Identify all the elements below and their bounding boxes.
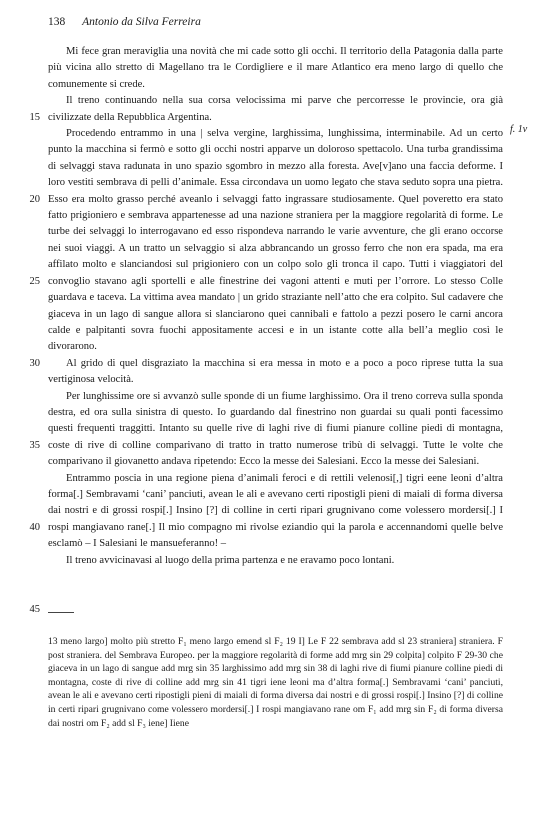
paragraph: Al grido di quel disgraziato la macchina si era messa in moto e a poco a poco riprese tutta la sua vertiginosa velocità. (48, 357, 503, 386)
line-number: 45 (29, 603, 40, 615)
page-header (48, 16, 508, 28)
paragraph: Il treno continuando nella sua corsa velocissima mi parve che percorresse le provincie, ora già civilizzate della Repubblica Argentina. (48, 95, 503, 123)
running-title: Antonio da Silva Ferreira (82, 16, 201, 28)
line-number: 20 (29, 193, 40, 205)
main-text (48, 44, 503, 569)
paragraph: Mi fece gran meraviglia una novità che mi cade sotto gli occhi. Il territorio della Patagonia dalla parte più vicina allo stretto di Magellano tra le Cordigliere e il mare Atlantico era meno largo di quello che comunemente si crede. (48, 46, 503, 90)
folio-marginal-note: f. 1v (510, 124, 528, 135)
line-number: 40 (29, 521, 40, 533)
line-number: 30 (29, 357, 40, 369)
paragraph: Il treno avvicinavasi al luogo della prima partenza e ne eravamo poco lontani. (66, 554, 395, 566)
critical-apparatus: 13 meno largo] molto più stretto F₁ meno largo emend sl F₂ 19 I] Le F 22 sembrava add sl 23 straniera] straniera. F post straniera. del Sembrava Europeo. per la maggiore regolarità di forme add mrg sin 29 colpita] colpito F 29-30 che giaceva in un lago di sangue add mrg sin 35 larghissimo add mrg sin 38 di laghi rive di fiumi pianure colline piedi di montagna, coste di rive di colline add mrg sin 41 tigri iene leoni ma d’altra forma[.] Sembravami ‘cani’ panciuti, avean le ali e avevano certi ripostigli pieni di maiali di forma diversa dai nostri e di grossi rospi[.] Insino [?] di colline in certi ripari grugnivano come volessero mordersi[.] I rospi mangiavano rane om F₁ add mrg sin F₂ di forma diversa dai nostri om F₂ add sl F₃ iene] Iiene (48, 636, 503, 729)
paragraph: Entrammo poscia in una regione piena d’animali feroci e di rettili velenosi[,] tigri eene leoni d’altra forma[.] Sembravami ‘cani’ panciuti, avean le ali e avevano certi ripostigli pieni di maiali di forma diversa dai nostri e di grossi rospi[.] Insino [?] di colline in certi ripari grugnivano come volessero mordersi[.] I rospi mangiavano rane[.] Il mio compagno mi rivolse eziandio qui la parola e accennandomi quelle belve esclamò – I Salesiani le mansueferanno! – (48, 472, 503, 550)
page-number: 138 (48, 16, 66, 28)
paragraph: Per lunghissime ore si avvanzò sulle sponde di un fiume larghissimo. Ora il treno correva sulla sponda destra, ed ora sulla sinistra di questo. Io guardando dal finestrino non guardai su quali ponti facessimo questi frequenti traggitti. Intanto su quelle rive di laghi rive di fiumi pianure colline piedi di montagna, coste di rive di colline comparivano di tratto in tratto numerose tribù di selvaggi. Tutte le volte che comparivano il giovanetto andava ripetendo: Ecco la messe dei Salesiani. Ecco la messe dei Salesiani. (48, 390, 503, 468)
footnote-separator (48, 612, 74, 613)
line-number: 35 (29, 439, 40, 451)
paragraph: Procedendo entrammo in una | selva vergine, larghissima, lunghissima, interminabile. Ad un certo punto la macchina si fermò e sotto gli occhi nostri apparve un doloroso spettacolo. Una turba grandissima di selvaggi stava radunata in uno spazio sgombro in mezzo alla foresta. Ave[v]ano una faccia deforme. I loro vestiti sembrava di pelli d’animale. Essa circondava un uomo legato che stava seduto sopra una pietra. Esso era molto grasso perché aveanlo i selvaggi fatto ingrassare studiosamente. Quel poveretto era stato fatto prigioniero e sembrava appartenesse ad una nazione straniera per la maggiore regolarità di forme. Le turbe dei selvaggi lo interrogavano ed esso rispondeva narrando le varie avventure, che gli erano occorse nei suoi viaggi. A un tratto un selvaggio si alza abbrancando un grosso ferro che non era spada, ma era affilato molto e slanciandosi sul prigioniero con un colpo solo gli tronca il capo. Tutti i viaggiatori del convoglio stavano agli sportelli e alle finestrine dei vagoni attenti e muti per l’orrore. Lo stesso Colle guardava e taceva. La vittima avea mandato | un grido straziante nell’atto che era colpito. Sul cadavere che giaceva in un lago di sangue allora si slanciarono quei cannibali e fattolo a pezzi posero le carni ancora calde e palpitanti sovra fuochi appositamente accesi e in un istante cotte alla bell’a meglio così le divorarono. (48, 128, 503, 353)
line-number: 25 (29, 275, 40, 287)
line-number: 15 (29, 111, 40, 123)
